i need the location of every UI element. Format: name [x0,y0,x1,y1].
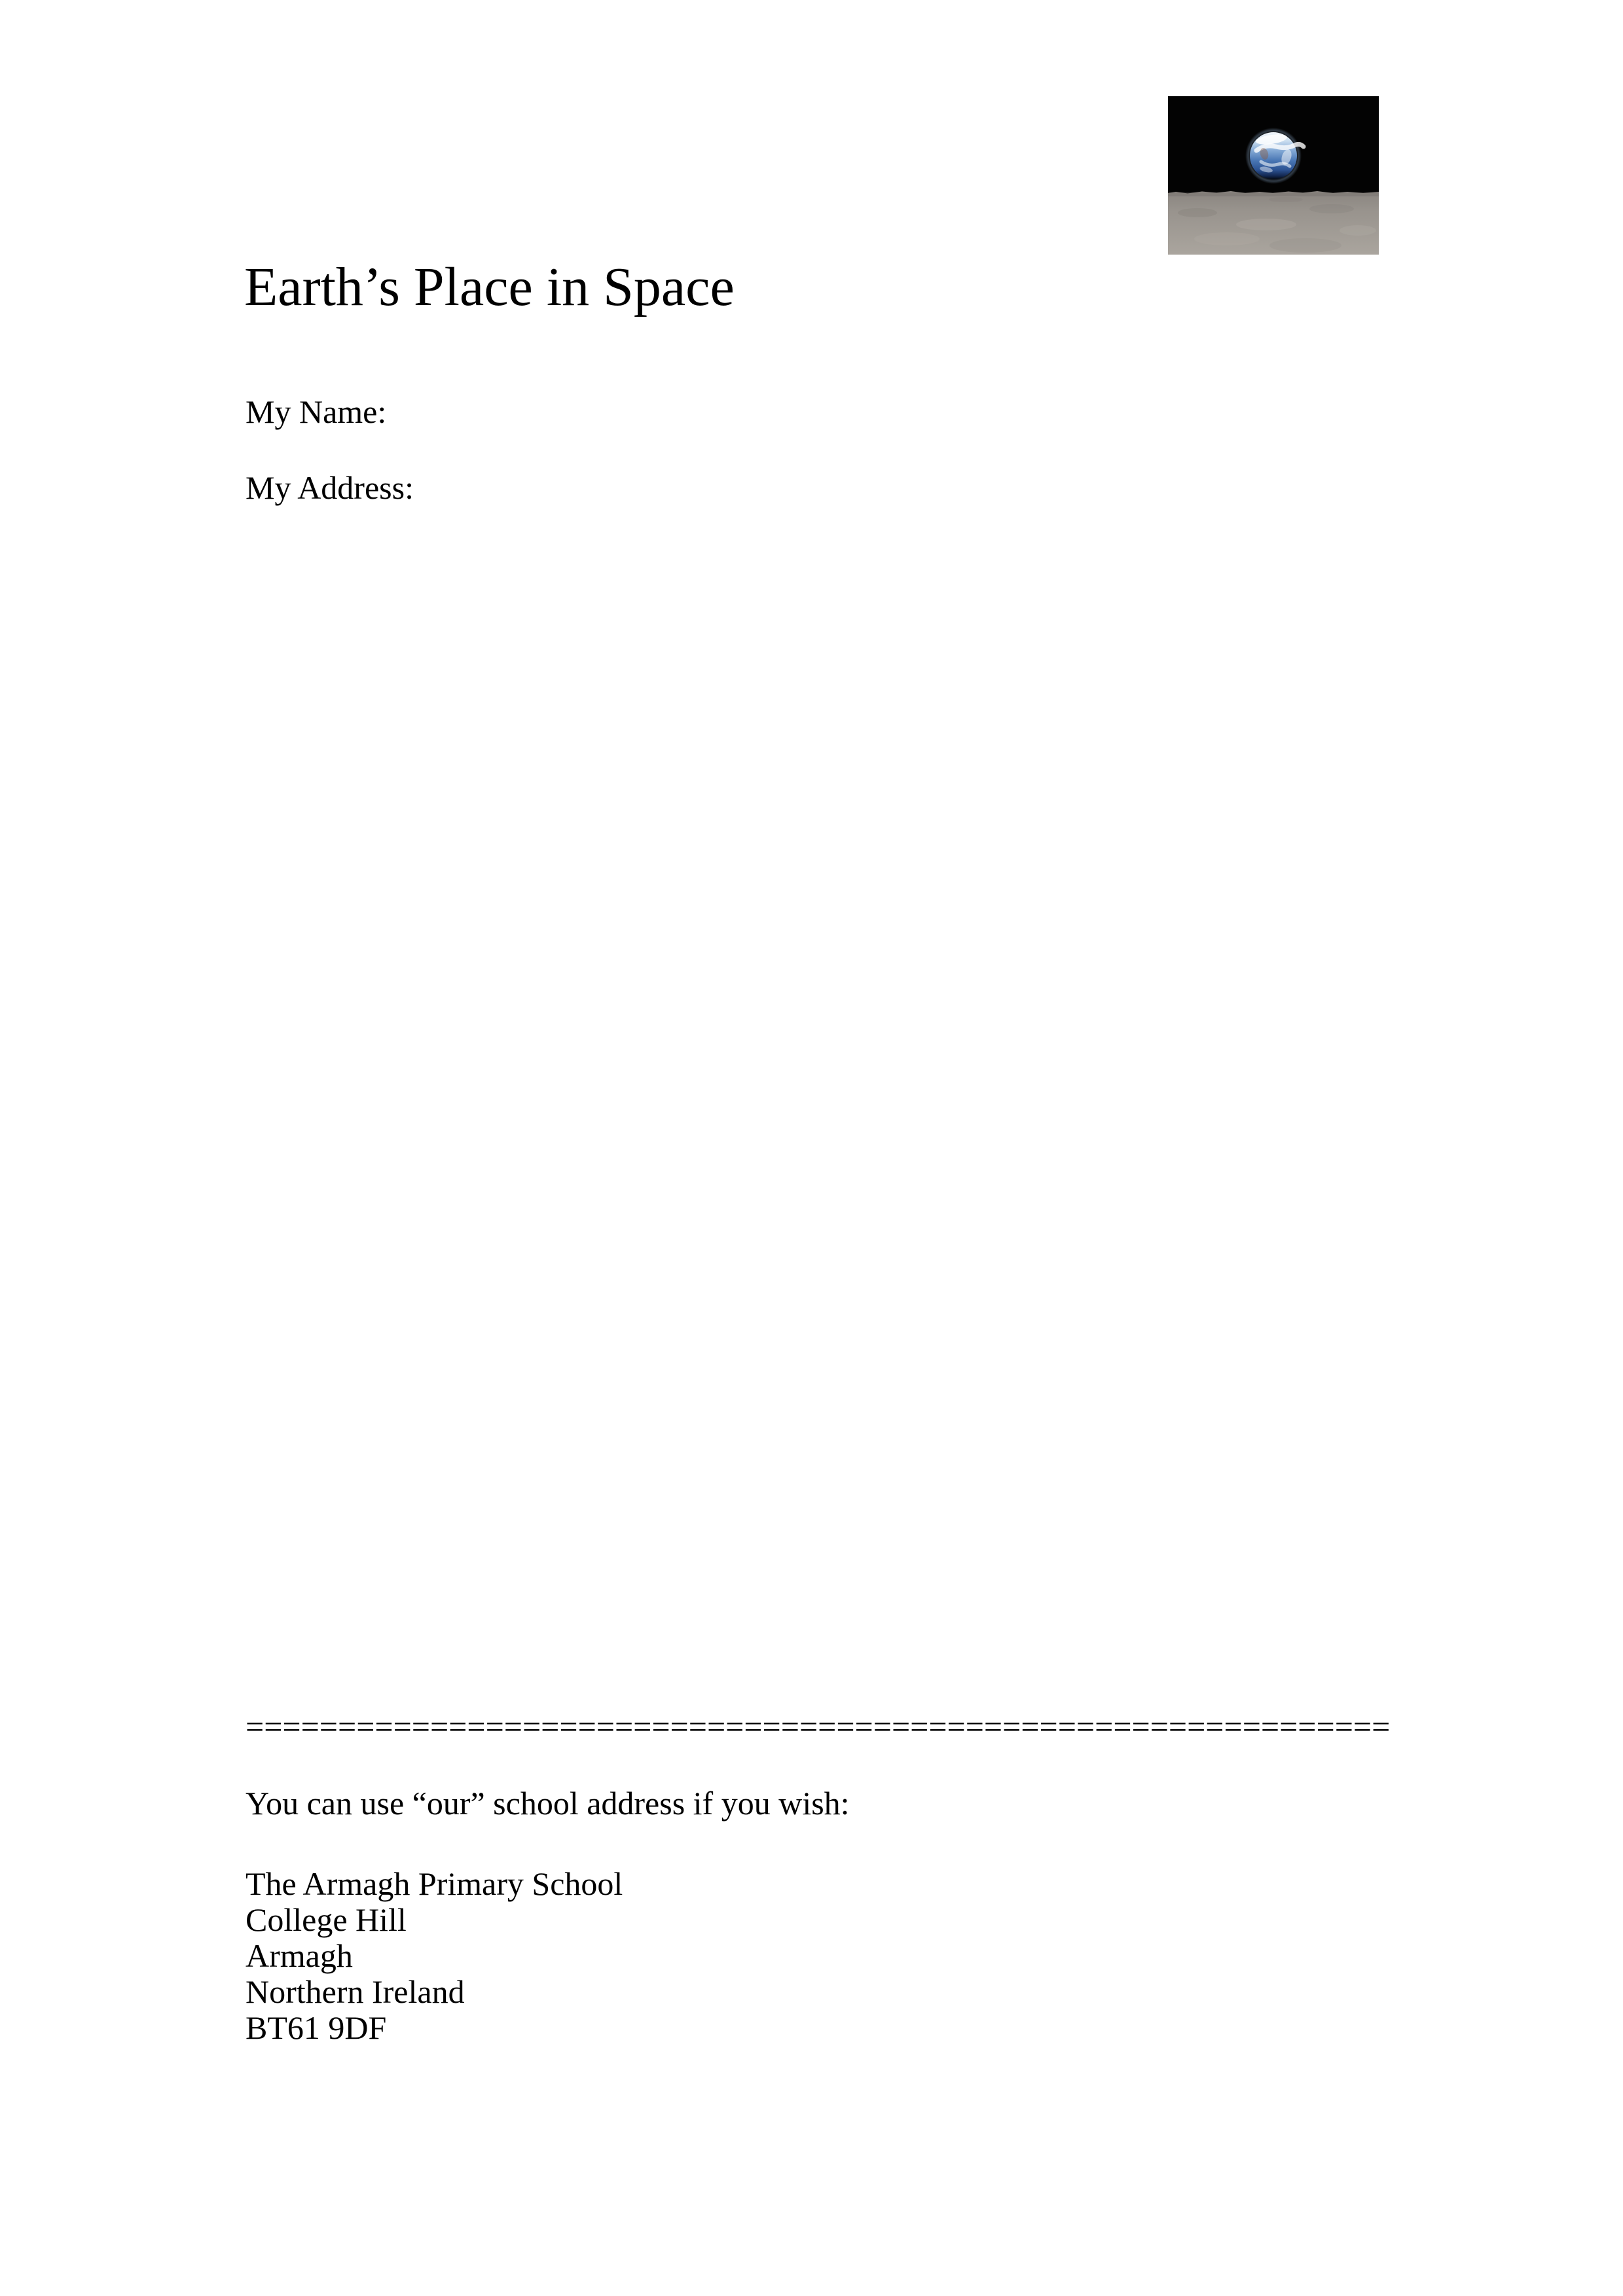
school-address-line: The Armagh Primary School [246,1865,623,1902]
school-address-line: Northern Ireland [246,1973,465,2010]
earthrise-photo [1168,96,1379,255]
document-title: Earth’s Place in Space [244,257,735,317]
my-name-label: My Name: [246,393,387,430]
school-address-line: BT61 9DF [246,2009,387,2046]
school-address-note: You can use “our” school address if you wish: [246,1785,850,1821]
school-address-block [246,1866,623,2046]
school-address-line: College Hill [246,1901,407,1938]
school-address-line: Armagh [246,1937,353,1974]
earthrise-photo-graphic [1168,96,1379,255]
divider-line: ============================================================== [246,1708,1391,1745]
my-address-label: My Address: [246,469,414,506]
